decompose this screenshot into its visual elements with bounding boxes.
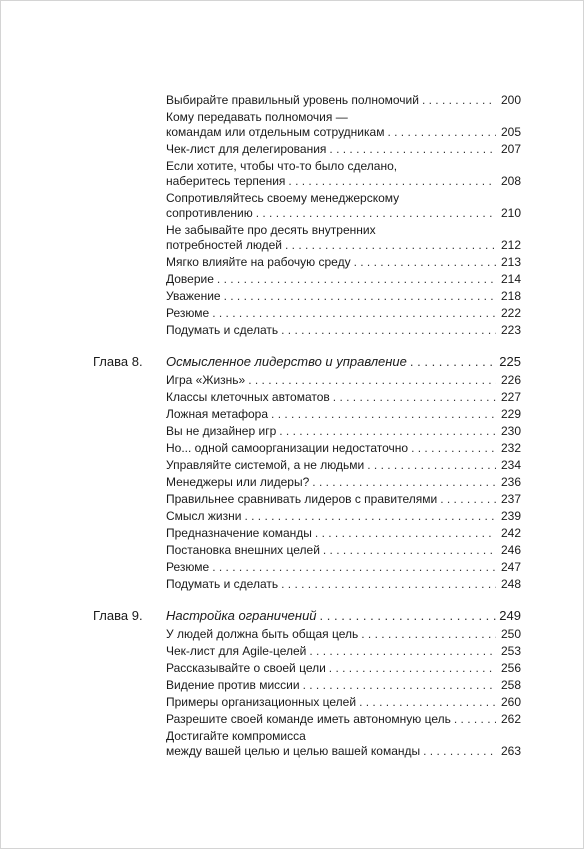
toc-entry[interactable] [166, 526, 521, 541]
leader-dots [440, 492, 496, 507]
leader-dots [323, 543, 496, 558]
toc-entry[interactable] [166, 678, 521, 693]
toc-entry[interactable] [166, 441, 521, 456]
toc-entry[interactable] [166, 142, 521, 157]
toc-entry-page: 258 [500, 678, 521, 692]
toc-entry[interactable] [166, 373, 521, 388]
toc-entry-title: Подумать и сделать [166, 323, 279, 337]
toc-entry-title: Мягко влияйте на рабочую среду [166, 255, 351, 269]
toc-entry[interactable] [166, 323, 521, 338]
toc-entry[interactable] [166, 712, 521, 727]
toc-entry-title: Предназначение команды [166, 526, 312, 540]
toc-entry-title: Доверие [166, 272, 214, 286]
toc-entry-title: наберитесь терпения [166, 174, 286, 188]
leader-dots [411, 441, 496, 456]
toc-entry-page: 214 [500, 272, 521, 286]
toc-entry[interactable] [166, 543, 521, 558]
toc-entry-title: Ложная метафора [166, 407, 269, 421]
toc-entry-title: Уважение [166, 289, 221, 303]
toc-entry-title: потребностей людей [166, 238, 282, 252]
toc-entry-page: 248 [500, 577, 521, 591]
chapter-9-heading[interactable] [1, 608, 584, 624]
toc-entry-page: 246 [500, 543, 521, 557]
toc-entry-page: 218 [500, 289, 521, 303]
toc-entry[interactable] [166, 306, 521, 321]
toc-entry-title: Примеры организационных целей [166, 695, 357, 709]
chapter-9-page: 249 [499, 608, 521, 623]
leader-dots [361, 627, 496, 642]
toc-entry[interactable] [166, 407, 521, 422]
chapter-9-label: Глава 9. [93, 608, 143, 623]
toc-entry-page: 237 [500, 492, 521, 506]
toc-entry-title: командам или отдельным сотрудникам [166, 125, 385, 139]
leader-dots [281, 323, 496, 338]
toc-entry[interactable] [166, 695, 521, 710]
toc-entry-page: 229 [500, 407, 521, 421]
toc-entry[interactable] [166, 560, 521, 575]
leader-dots [279, 424, 496, 439]
leader-dots [410, 354, 496, 370]
toc-entry[interactable] [166, 458, 521, 473]
toc-entry-page: 223 [500, 323, 521, 337]
leader-dots [256, 206, 496, 221]
toc-entry-title-line: Достигайте компромисса [166, 729, 306, 743]
leader-dots [329, 661, 496, 676]
toc-entry-title: Подумать и сделать [166, 577, 279, 591]
toc-entry-page: 205 [500, 125, 521, 139]
toc-entry[interactable] [166, 492, 521, 507]
toc-entry-title-line: Сопротивляйтесь своему менеджерскому [166, 191, 400, 205]
toc-entry[interactable] [166, 159, 521, 189]
toc-entry-page: 242 [500, 526, 521, 540]
leader-dots [359, 695, 496, 710]
leader-dots [244, 509, 496, 524]
toc-entry-title: Смысл жизни [166, 509, 242, 523]
toc-entry[interactable] [166, 577, 521, 592]
toc-entry-page: 200 [500, 93, 521, 107]
leader-dots [354, 255, 496, 270]
toc-entry[interactable] [166, 661, 521, 676]
toc-entry-title: Видение против миссии [166, 678, 300, 692]
toc-entry-title: Резюме [166, 560, 210, 574]
leader-dots [303, 678, 496, 693]
leader-dots [271, 407, 496, 422]
leader-dots [312, 475, 496, 490]
toc-entry-title: Постановка внешних целей [166, 543, 320, 557]
toc-entry[interactable] [166, 223, 521, 253]
toc-entry[interactable] [166, 255, 521, 270]
chapter-9-title: Настройка ограничений [166, 608, 317, 623]
leader-dots [212, 306, 496, 321]
toc-entry-title: между вашей целью и целью вашей команды [166, 744, 421, 758]
toc-entry-page: 263 [500, 744, 521, 758]
chapter-8-entries [1, 373, 584, 592]
toc-entry-title: Чек-лист для делегирования [166, 142, 327, 156]
chapter-8-heading[interactable] [1, 354, 584, 370]
toc-entry-page: 210 [500, 206, 521, 220]
toc-entry[interactable] [166, 475, 521, 490]
toc-entry-page: 247 [500, 560, 521, 574]
toc-entry-title: Менеджеры или лидеры? [166, 475, 310, 489]
leader-dots [423, 744, 496, 759]
toc-entry-title: Игра «Жизнь» [166, 373, 246, 387]
toc-entry-title: Выбирайте правильный уровень полномочий [166, 93, 419, 107]
toc-entry-page: 212 [500, 238, 521, 252]
toc-entry-page: 226 [500, 373, 521, 387]
table-of-contents [1, 93, 584, 761]
toc-entry-page: 250 [500, 627, 521, 641]
toc-entry[interactable] [166, 729, 521, 759]
toc-entry[interactable] [166, 644, 521, 659]
leader-dots [217, 272, 496, 287]
toc-section-continued [1, 93, 584, 338]
toc-entry-title: Классы клеточных автоматов [166, 390, 330, 404]
toc-entry-page: 222 [500, 306, 521, 320]
toc-entry-page: 213 [500, 255, 521, 269]
toc-entry-page: 230 [500, 424, 521, 438]
toc-entry-page: 262 [500, 712, 521, 726]
toc-entry-page: 208 [500, 174, 521, 188]
chapter-9-entries [1, 627, 584, 759]
leader-dots [288, 174, 496, 189]
leader-dots [387, 125, 496, 140]
leader-dots [315, 526, 496, 541]
toc-entry[interactable] [166, 509, 521, 524]
toc-entry[interactable] [166, 272, 521, 287]
leader-dots [281, 577, 496, 592]
toc-entry-title: Правильнее сравнивать лидеров с правителями [166, 492, 438, 506]
toc-entry-title: Разрешите своей команде иметь автономную цель [166, 712, 451, 726]
leader-dots [367, 458, 496, 473]
leader-dots [212, 560, 496, 575]
toc-entry-title: Но... одной самоорганизации недостаточно [166, 441, 409, 455]
toc-entry-title-line: Кому передавать полномочия — [166, 110, 348, 124]
chapter-8-page: 225 [499, 354, 521, 369]
toc-entry-page: 239 [500, 509, 521, 523]
leader-dots [285, 238, 496, 253]
toc-entry-page: 207 [500, 142, 521, 156]
toc-entry-title: Резюме [166, 306, 210, 320]
toc-entry[interactable] [166, 110, 521, 140]
toc-entry[interactable] [166, 191, 521, 221]
toc-entry[interactable] [166, 424, 521, 439]
leader-dots [422, 93, 496, 108]
toc-entry-title: У людей должна быть общая цель [166, 627, 359, 641]
chapter-8-label: Глава 8. [93, 354, 143, 369]
leader-dots [248, 373, 496, 388]
chapter-8-title: Осмысленное лидерство и управление [166, 354, 407, 369]
toc-entry[interactable] [166, 627, 521, 642]
toc-entry-title: Вы не дизайнер игр [166, 424, 277, 438]
toc-entry-page: 234 [500, 458, 521, 472]
toc-entry-title: Управляйте системой, а не людьми [166, 458, 365, 472]
toc-entry-title-line: Если хотите, чтобы что-то было сделано, [166, 159, 398, 173]
toc-entry-page: 227 [500, 390, 521, 404]
toc-entry-title-line: Не забывайте про десять внутренних [166, 223, 376, 237]
toc-entry-title: Чек-лист для Agile-целей [166, 644, 307, 658]
toc-entry[interactable] [166, 390, 521, 405]
toc-entry[interactable] [166, 93, 521, 108]
leader-dots [329, 142, 496, 157]
toc-entry-page: 236 [500, 475, 521, 489]
leader-dots [333, 390, 496, 405]
toc-entry-page: 253 [500, 644, 521, 658]
toc-entry-page: 260 [500, 695, 521, 709]
toc-entry[interactable] [166, 289, 521, 304]
toc-entry-title: Рассказывайте о своей цели [166, 661, 326, 675]
toc-entry-page: 256 [500, 661, 521, 675]
toc-entry-page: 232 [500, 441, 521, 455]
leader-dots [454, 712, 496, 727]
leader-dots [320, 608, 496, 624]
toc-entry-title: сопротивлению [166, 206, 253, 220]
leader-dots [309, 644, 496, 659]
leader-dots [224, 289, 496, 304]
